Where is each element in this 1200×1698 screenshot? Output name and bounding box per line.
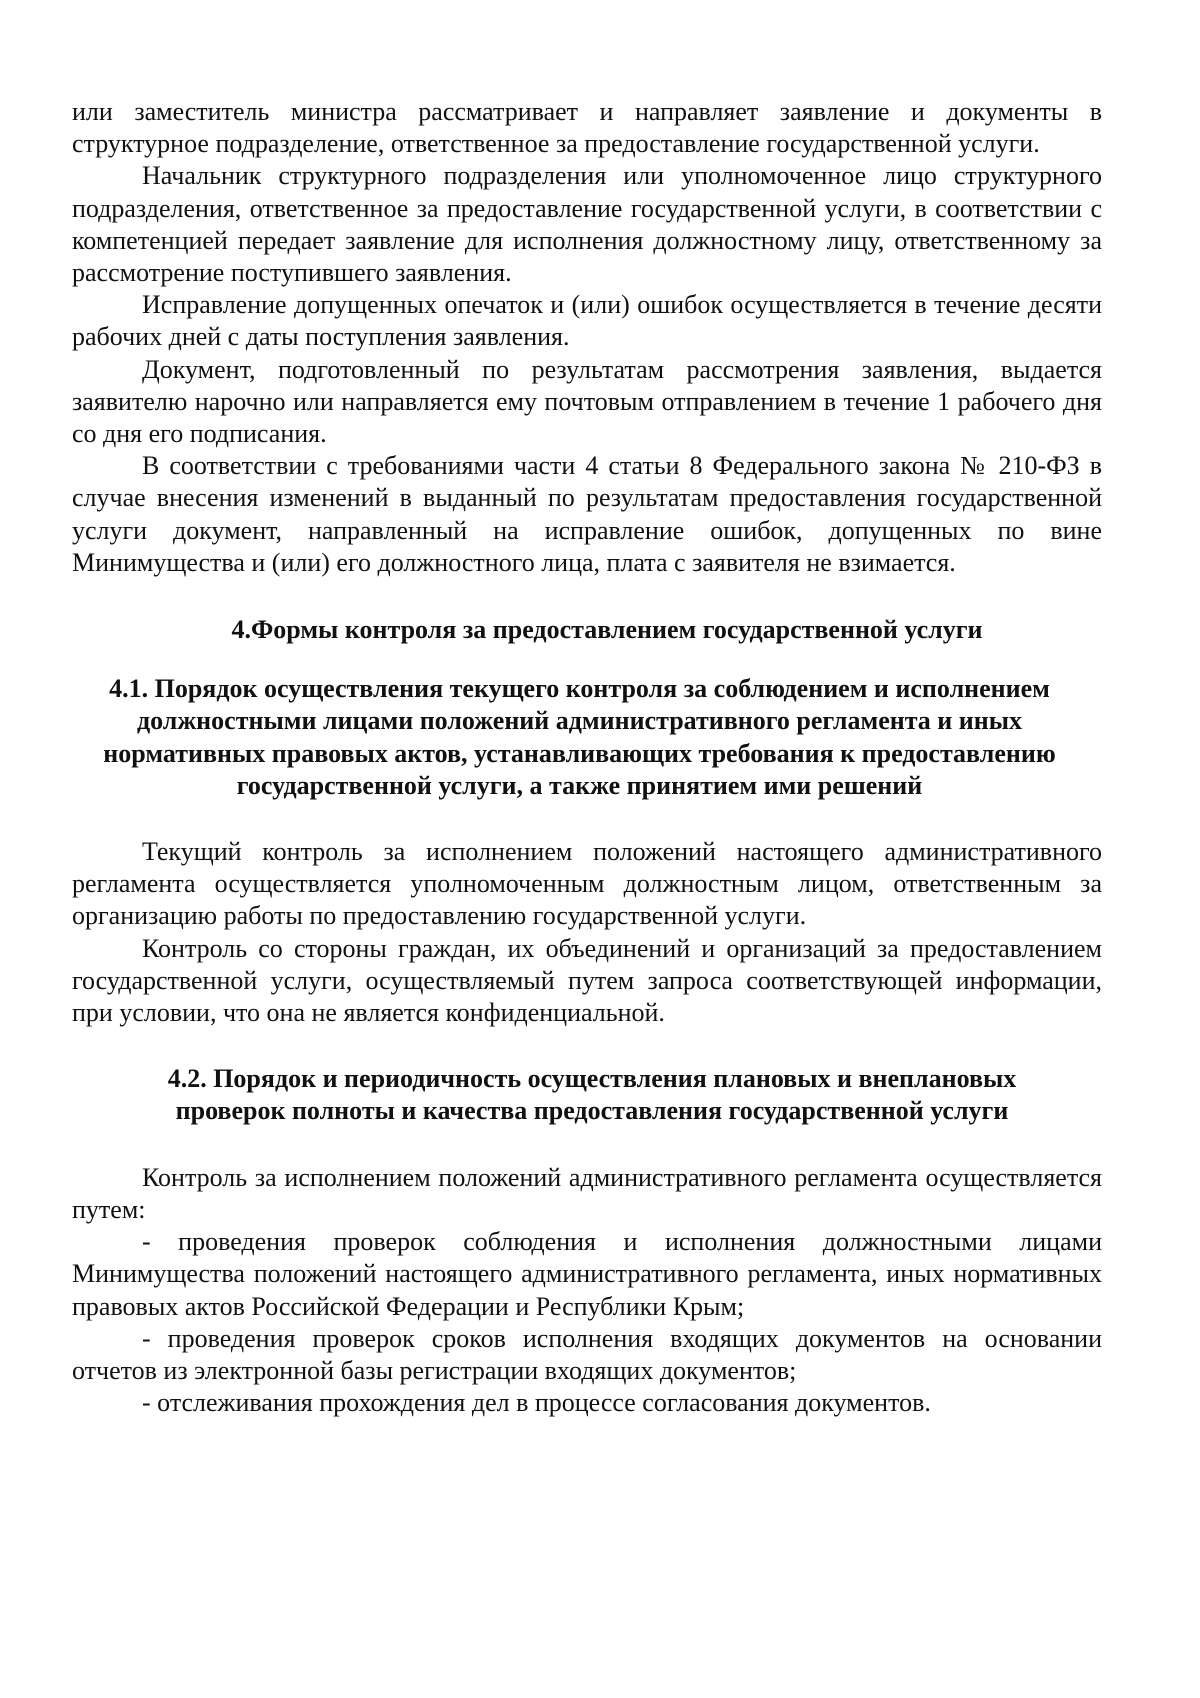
paragraph: или заместитель министра рассматривает и направляет заявление и документы в структурное подразделение, ответственное за предоставление государственной услуги. — [72, 97, 1102, 159]
paragraph: Документ, подготовленный по результатам рассмотрения заявления, выдается заявителю нарочно или направляется ему почтовым отправлением в течение 1 рабочего дня со дня его подписания. — [72, 354, 1102, 449]
paragraph: Исправление допущенных опечаток и (или) ошибок осуществляется в течение десяти рабочих дней с даты поступления заявления. — [72, 290, 1102, 352]
list-item: - отслеживания прохождения дел в процессе согласования документов. — [142, 1388, 931, 1418]
subsection-heading: 4.2. Порядок и периодичность осуществления плановых и внеплановых проверок полноты и качества предоставления государственной услуги — [167, 1064, 1017, 1126]
document-page — [72, 96, 1102, 1419]
paragraph: Контроль со стороны граждан, их объединений и организаций за предоставлением государственной услуги, осуществляемый путем запроса соответствующей информации, при условии, что она не является конфиденциальной. — [72, 933, 1102, 1028]
section-heading: 4.Формы контроля за предоставлением государственной услуги — [231, 615, 983, 645]
paragraph: Текущий контроль за исполнением положений настоящего административного регламента осуществляется уполномоченным должностным лицом, ответственным за организацию работы по предоставлению государственной услуги. — [72, 837, 1102, 931]
paragraph: Начальник структурного подразделения или уполномоченное лицо структурного подразделения, ответственное за предоставление государственной услуги, в соответствии с компетенцией передает заявление для исполнения должностному лицу, ответственному за рассмотрение поступившего заявления. — [72, 161, 1102, 288]
list-item: - проведения проверок сроков исполнения входящих документов на основании отчетов из электронной базы регистрации входящих документов; — [72, 1323, 1102, 1385]
subsection-heading: 4.1. Порядок осуществления текущего контроля за соблюдением и исполнением должностными лицами положений административного регламента и иных нормативных правовых актов, устанавливающих требования к предоставлению государственной услуги, а также принятием ими решений — [103, 674, 1056, 800]
paragraph: В соответствии с требованиями части 4 статьи 8 Федерального закона № 210-ФЗ в случае внесения изменений в выданный по результатам предоставления государственной услуги документ, направленный на исправление ошибок, допущенных по вине Минимущества и (или) его должностного лица, плата с заявителя не взимается. — [72, 451, 1102, 577]
list-item: - проведения проверок соблюдения и исполнения должностными лицами Минимущества положений настоящего административного регламента, иных нормативных правовых актов Российской Федерации и Республики Крым; — [72, 1227, 1102, 1321]
paragraph: Контроль за исполнением положений административного регламента осуществляется путем: — [72, 1162, 1102, 1224]
